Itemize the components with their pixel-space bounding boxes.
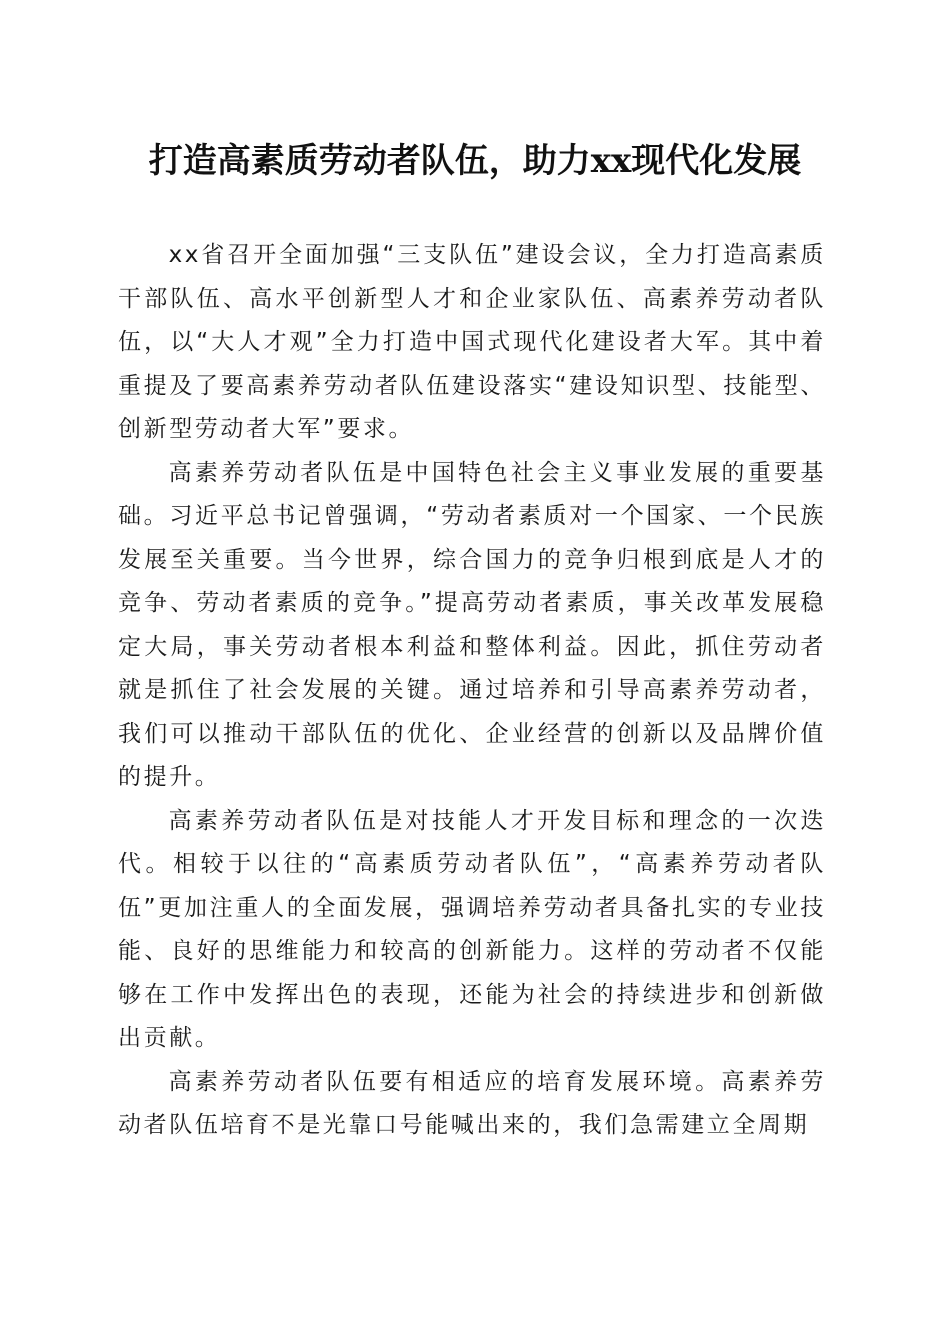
document-title: 打造高素质劳动者队伍，助力xx现代化发展 (148, 141, 802, 181)
paragraph: 高素养劳动者队伍是中国特色社会主义事业发展的重要基础。习近平总书记曾强调，“劳动者素质对一个国家、一个民族发展至关重要。当今世界，综合国力的竞争归根到底是人才的竞争、劳动者素质的竞争。”提高劳动者素质，事关改革发展稳定大局，事关劳动者根本利益和整体利益。因此，抓住劳动者就是抓住了社会发展的关键。通过培养和引导高素养劳动者，我们可以推动干部队伍的优化、企业经营的创新以及品牌价值的提升。 (118, 459, 826, 790)
paragraph: xx省召开全面加强“三支队伍”建设会议，全力打造高素质干部队伍、高水平创新型人才和企业家队伍、高素养劳动者队伍，以“大人才观”全力打造中国式现代化建设者大军。其中着重提及了要高素养劳动者队伍建设落实“建设知识型、技能型、创新型劳动者大军”要求。 (118, 242, 826, 442)
document-body (118, 234, 826, 1148)
paragraph: 高素养劳动者队伍是对技能人才开发目标和理念的一次迭代。相较于以往的“高素质劳动者队伍”，“高素养劳动者队伍”更加注重人的全面发展，强调培养劳动者具备扎实的专业技能、良好的思维能力和较高的创新能力。这样的劳动者不仅能够在工作中发挥出色的表现，还能为社会的持续进步和创新做出贡献。 (118, 807, 826, 1051)
paragraph: 高素养劳动者队伍要有相适应的培育发展环境。高素养劳动者队伍培育不是光靠口号能喊出来的，我们急需建立全周期 (118, 1068, 826, 1138)
